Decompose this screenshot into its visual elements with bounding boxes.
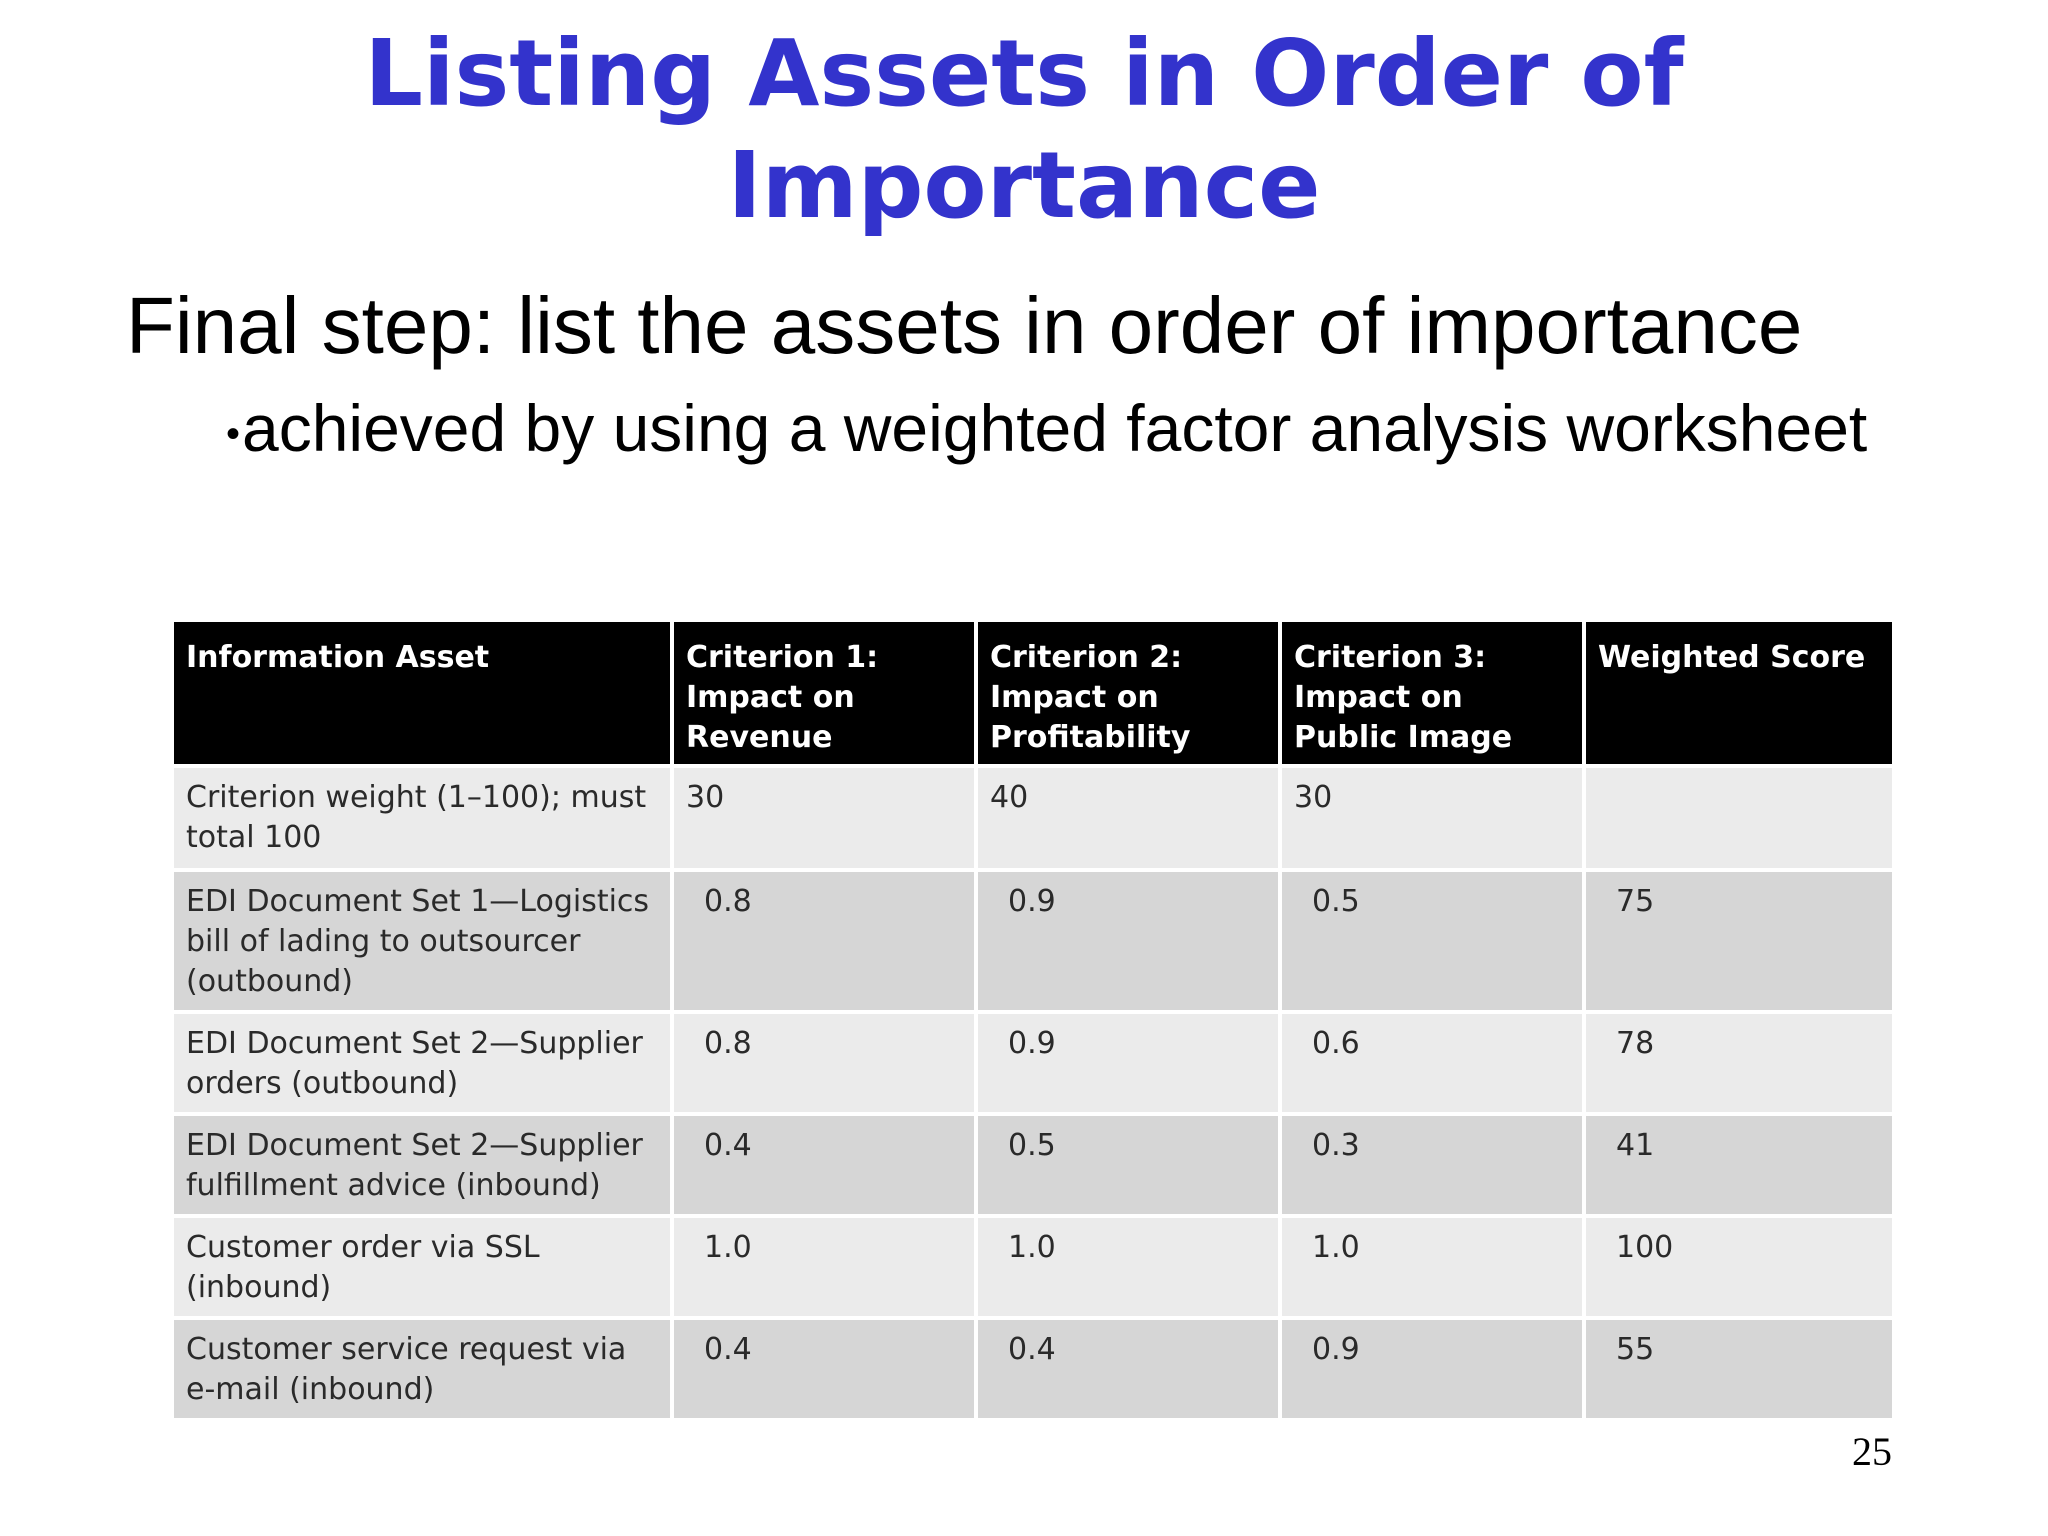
- sub-point: [226, 388, 1867, 474]
- page-number: 25: [1852, 1429, 1892, 1474]
- table-header-row: [174, 622, 1892, 764]
- cell-criterion-3: 1.0: [1282, 1218, 1582, 1316]
- cell-criterion-1: 0.4: [674, 1116, 974, 1214]
- cell-criterion-2: 0.9: [978, 872, 1278, 1010]
- cell-criterion-1: 0.8: [674, 1014, 974, 1112]
- cell-criterion-3: 0.6: [1282, 1014, 1582, 1112]
- cell-criterion-3: 0.3: [1282, 1116, 1582, 1214]
- cell-asset-name: Customer service request via e-mail (inbound): [174, 1320, 670, 1418]
- table-row: [174, 1116, 1892, 1214]
- header-criterion-2: Criterion 2: Impact on Profitability: [978, 622, 1278, 764]
- cell-criterion-1: 1.0: [674, 1218, 974, 1316]
- cell-criterion-1: 0.8: [674, 872, 974, 1010]
- cell-weighted-score: 100: [1586, 1218, 1892, 1316]
- table-row: [174, 872, 1892, 1010]
- header-criterion-1: Criterion 1: Impact on Revenue: [674, 622, 974, 764]
- cell-criterion-2: 0.5: [978, 1116, 1278, 1214]
- cell-asset-name: Criterion weight (1–100); must total 100: [174, 768, 670, 868]
- weighted-factor-analysis-table: [170, 618, 1896, 1422]
- cell-asset-name: EDI Document Set 2—Supplier orders (outbound): [174, 1014, 670, 1112]
- cell-criterion-3: 0.9: [1282, 1320, 1582, 1418]
- cell-weighted-score: [1586, 768, 1892, 868]
- cell-weighted-score: 55: [1586, 1320, 1892, 1418]
- table-row: [174, 768, 1892, 868]
- cell-criterion-3: 30: [1282, 768, 1582, 868]
- table-row: [174, 1218, 1892, 1316]
- cell-criterion-1: 0.4: [674, 1320, 974, 1418]
- slide-title: [0, 18, 2048, 242]
- main-point-text: Final step: list the assets in order of importance: [126, 281, 1803, 370]
- bullet-icon: •: [226, 412, 241, 456]
- table-row: [174, 1320, 1892, 1418]
- table-row: [174, 1014, 1892, 1112]
- cell-criterion-1: 30: [674, 768, 974, 868]
- slide-title-line-1: Listing Assets in Order of: [364, 20, 1684, 127]
- cell-criterion-2: 40: [978, 768, 1278, 868]
- cell-criterion-2: 0.9: [978, 1014, 1278, 1112]
- slide-title-line-2: Importance: [727, 132, 1321, 239]
- cell-asset-name: EDI Document Set 1—Logistics bill of lading to outsourcer (outbound): [174, 872, 670, 1010]
- cell-criterion-2: 1.0: [978, 1218, 1278, 1316]
- header-information-asset: Information Asset: [174, 622, 670, 764]
- cell-weighted-score: 41: [1586, 1116, 1892, 1214]
- cell-weighted-score: 75: [1586, 872, 1892, 1010]
- header-weighted-score: Weighted Score: [1586, 622, 1892, 764]
- sub-point-text: achieved by using a weighted factor analysis worksheet: [242, 391, 1868, 465]
- cell-weighted-score: 78: [1586, 1014, 1892, 1112]
- cell-criterion-3: 0.5: [1282, 872, 1582, 1010]
- cell-asset-name: EDI Document Set 2—Supplier fulfillment advice (inbound): [174, 1116, 670, 1214]
- cell-criterion-2: 0.4: [978, 1320, 1278, 1418]
- header-criterion-3: Criterion 3: Impact on Public Image: [1282, 622, 1582, 764]
- cell-asset-name: Customer order via SSL (inbound): [174, 1218, 670, 1316]
